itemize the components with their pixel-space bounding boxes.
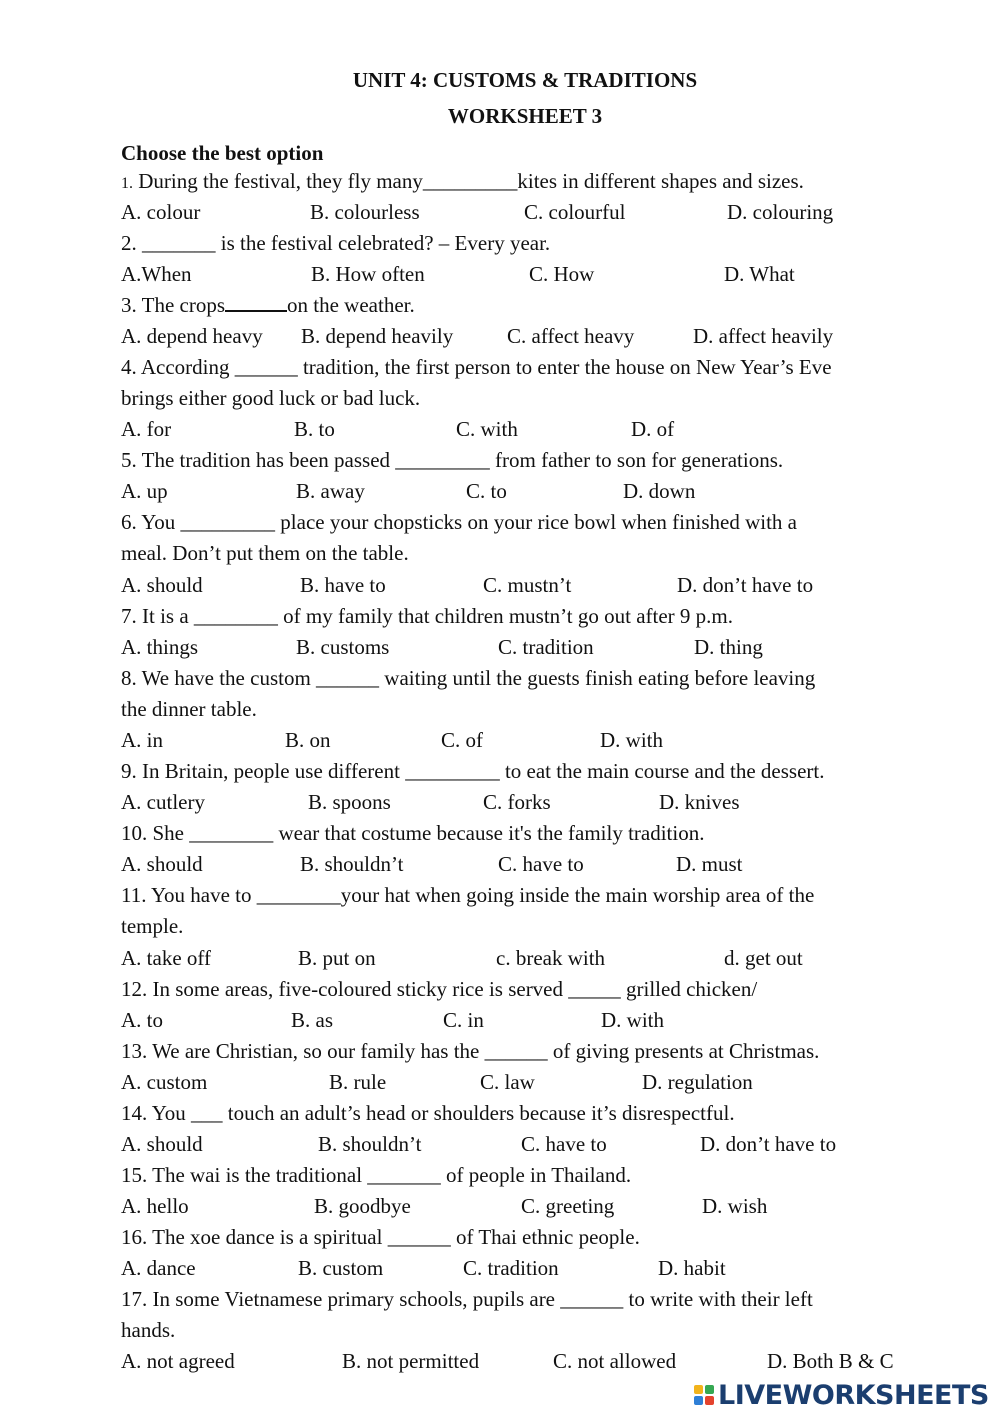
question-9: 9. In Britain, people use different _________ to eat the main course and the dessert. (121, 759, 825, 783)
option-a[interactable]: A. to (121, 1008, 163, 1032)
option-c[interactable]: C. with (456, 417, 518, 441)
question-3 (121, 292, 415, 318)
option-d[interactable]: D. colouring (727, 200, 834, 224)
option-c[interactable]: C. How (529, 262, 595, 286)
worksheet-subtitle: WORKSHEET 3 (447, 104, 603, 128)
option-c[interactable]: C. not allowed (553, 1349, 677, 1373)
option-d[interactable]: D. don’t have to (700, 1132, 837, 1156)
option-a[interactable]: A. hello (121, 1194, 189, 1218)
option-b[interactable]: B. customs (296, 635, 390, 659)
option-b[interactable]: B. have to (300, 573, 386, 597)
option-d[interactable]: D. affect heavily (693, 324, 834, 348)
option-d[interactable]: D. of (631, 417, 675, 441)
liveworksheets-logo[interactable] (694, 1378, 989, 1412)
option-c[interactable]: C. law (480, 1070, 535, 1094)
question-5: 5. The tradition has been passed _________ from father to son for generations. (121, 448, 784, 472)
option-c[interactable]: C. of (441, 728, 483, 752)
option-b[interactable]: B. custom (298, 1256, 384, 1280)
question-4-continued: brings either good luck or bad luck. (121, 386, 421, 410)
question-text: During the festival, they fly many (138, 169, 423, 193)
question-14: 14. You ___ touch an adult’s head or shoulders because it’s disrespectful. (121, 1101, 735, 1125)
option-a[interactable]: A. should (121, 573, 203, 597)
answer-blank[interactable]: _________ (422, 169, 518, 193)
option-d[interactable]: D. Both B & C (767, 1349, 894, 1373)
option-a[interactable]: A. up (121, 479, 168, 503)
question-8: 8. We have the custom ______ waiting until the guests finish eating before leaving (121, 666, 816, 690)
question-13: 13. We are Christian, so our family has the ______ of giving presents at Christmas. (121, 1039, 820, 1063)
question-15: 15. The wai is the traditional _______ of people in Thailand. (121, 1163, 632, 1187)
option-d[interactable]: D. wish (702, 1194, 768, 1218)
option-c[interactable]: C. have to (521, 1132, 607, 1156)
question-text: kites in different shapes and sizes. (517, 169, 804, 193)
option-c[interactable]: C. have to (498, 852, 584, 876)
option-c[interactable]: C. tradition (498, 635, 594, 659)
option-a[interactable]: A. take off (121, 946, 211, 970)
option-b[interactable]: B. shouldn’t (300, 852, 404, 876)
option-a[interactable]: A. depend heavy (121, 324, 263, 348)
option-a[interactable]: A. should (121, 1132, 203, 1156)
option-b[interactable]: B. How often (311, 262, 425, 286)
option-d[interactable]: D. knives (659, 790, 740, 814)
option-a[interactable]: A. in (121, 728, 163, 752)
option-c[interactable]: C. to (466, 479, 507, 503)
option-d[interactable]: D. habit (658, 1256, 726, 1280)
question-4: 4. According ______ tradition, the first person to enter the house on New Year’s Eve (121, 355, 832, 379)
option-b[interactable]: B. on (285, 728, 331, 752)
option-a[interactable]: A. colour (121, 200, 201, 224)
instruction-heading: Choose the best option (121, 141, 324, 165)
option-a[interactable]: A. not agreed (121, 1349, 235, 1373)
option-c[interactable]: C. colourful (524, 200, 626, 224)
option-c[interactable]: C. forks (483, 790, 551, 814)
option-b[interactable]: B. depend heavily (301, 324, 454, 348)
question-7: 7. It is a ________ of my family that children mustn’t go out after 9 p.m. (121, 604, 734, 628)
option-c[interactable]: C. mustn’t (483, 573, 572, 597)
question-10: 10. She ________ wear that costume because it's the family tradition. (121, 821, 705, 845)
question-6: 6. You _________ place your chopsticks on your rice bowl when finished with a (121, 510, 797, 534)
question-11: 11. You have to ________your hat when going inside the main worship area of the (121, 883, 815, 907)
option-b[interactable]: B. spoons (308, 790, 391, 814)
option-c[interactable]: c. break with (496, 946, 606, 970)
option-a[interactable]: A. for (121, 417, 172, 441)
option-d[interactable]: D. don’t have to (677, 573, 814, 597)
logo-mark-icon (694, 1385, 714, 1405)
question-1 (121, 168, 804, 197)
option-b[interactable]: B. not permitted (342, 1349, 480, 1373)
question-8-continued: the dinner table. (121, 697, 257, 721)
option-d[interactable]: D. regulation (642, 1070, 753, 1094)
option-d[interactable]: D. down (623, 479, 696, 503)
option-d[interactable]: d. get out (724, 946, 803, 970)
option-a[interactable]: A. custom (121, 1070, 208, 1094)
option-a[interactable]: A. things (121, 635, 199, 659)
option-b[interactable]: B. as (291, 1008, 333, 1032)
question-6-continued: meal. Don’t put them on the table. (121, 541, 409, 565)
option-b[interactable]: B. put on (298, 946, 376, 970)
option-b[interactable]: B. goodbye (314, 1194, 411, 1218)
option-a[interactable]: A. dance (121, 1256, 196, 1280)
option-b[interactable]: B. shouldn’t (318, 1132, 422, 1156)
question-12: 12. In some areas, five-coloured sticky rice is served _____ grilled chicken/ (121, 977, 758, 1001)
question-2: 2. _______ is the festival celebrated? – Every year. (121, 231, 551, 255)
option-d[interactable]: D. thing (694, 635, 763, 659)
option-b[interactable]: B. away (296, 479, 365, 503)
answer-blank[interactable] (225, 292, 287, 312)
option-c[interactable]: C. tradition (463, 1256, 559, 1280)
option-c[interactable]: C. affect heavy (507, 324, 635, 348)
question-17-continued: hands. (121, 1318, 176, 1342)
option-c[interactable]: C. greeting (521, 1194, 615, 1218)
unit-title: UNIT 4: CUSTOMS & TRADITIONS (352, 68, 698, 92)
option-a[interactable]: A. cutlery (121, 790, 205, 814)
option-a[interactable]: A.When (121, 262, 192, 286)
question-16: 16. The xoe dance is a spiritual ______ of Thai ethnic people. (121, 1225, 640, 1249)
option-b[interactable]: B. to (294, 417, 335, 441)
option-b[interactable]: B. colourless (310, 200, 420, 224)
option-d[interactable]: D. What (724, 262, 795, 286)
option-d[interactable]: D. with (601, 1008, 664, 1032)
question-17: 17. In some Vietnamese primary schools, pupils are ______ to write with their left (121, 1287, 813, 1311)
option-a[interactable]: A. should (121, 852, 203, 876)
question-11-continued: temple. (121, 914, 184, 938)
logo-text: LIVEWORKSHEETS (718, 1379, 989, 1411)
question-text: 3. The crops (121, 293, 226, 317)
question-text: on the weather. (287, 293, 415, 317)
option-d[interactable]: D. must (676, 852, 743, 876)
option-b[interactable]: B. rule (329, 1070, 387, 1094)
option-c[interactable]: C. in (443, 1008, 484, 1032)
question-number: 1. (121, 175, 133, 192)
option-d[interactable]: D. with (600, 728, 663, 752)
